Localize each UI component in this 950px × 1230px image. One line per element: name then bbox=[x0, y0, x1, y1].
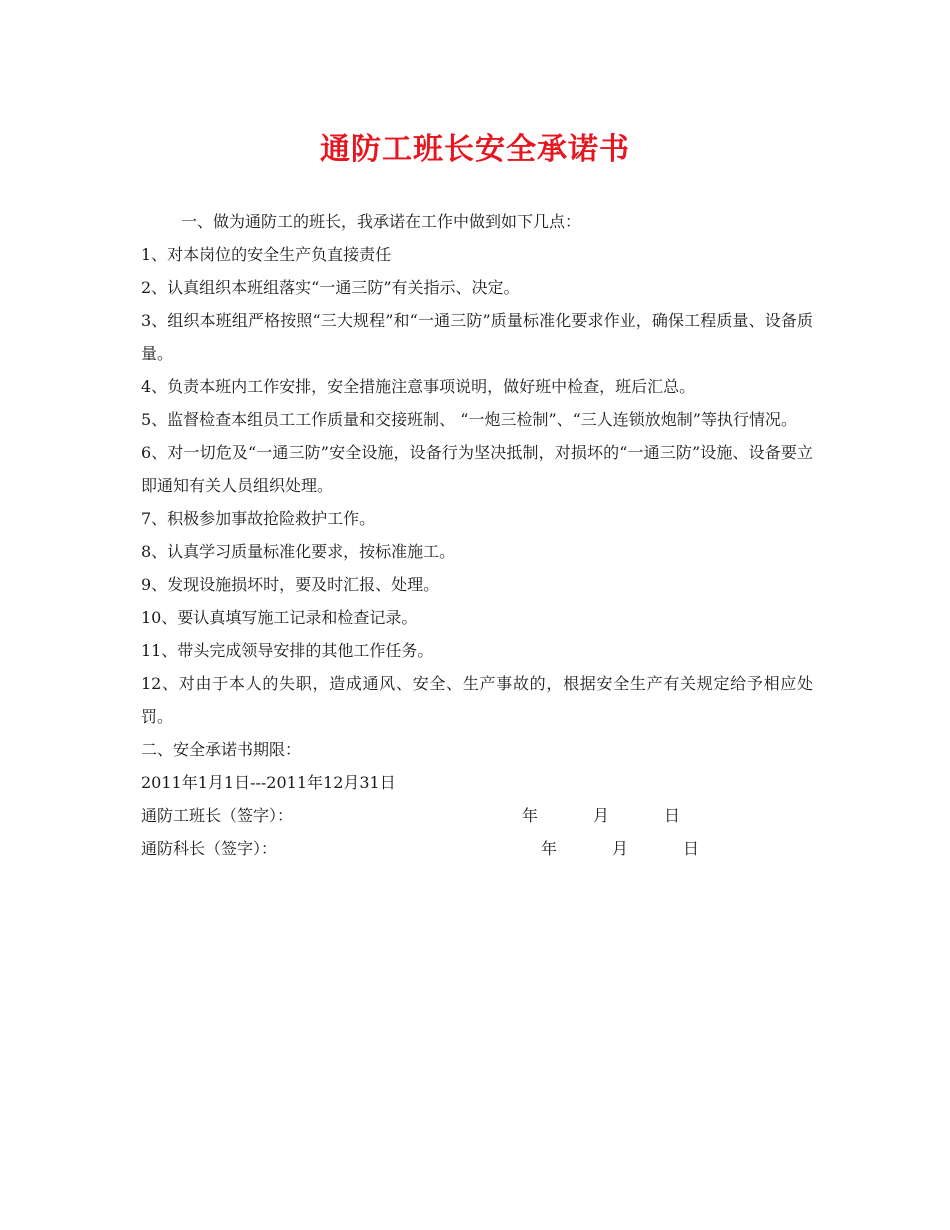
list-item-8: 8、认真学习质量标准化要求，按标准施工。 bbox=[141, 542, 456, 561]
document-body bbox=[141, 205, 813, 865]
signature-row-section-chief bbox=[141, 832, 813, 865]
list-item-6: 6、对一切危及“一通三防”安全设施，设备行为坚决抵制，对损坏的“一通三防”设施、设备要立即通知有关人员组织处理。 bbox=[141, 443, 813, 495]
signature-label-team-leader: 通防工班长（签字）： bbox=[141, 806, 294, 825]
list-item-4: 4、负责本班内工作安排，安全措施注意事项说明，做好班中检查，班后汇总。 bbox=[141, 377, 696, 396]
period-value: 2011年1月1日---2011年12月31日 bbox=[141, 773, 396, 792]
list-item-2: 2、认真组织本班组落实“一通三防”有关指示、决定。 bbox=[141, 278, 520, 297]
date-year-label: 年 bbox=[541, 839, 558, 858]
signature-date-section-chief bbox=[541, 832, 699, 865]
list-item-1: 1、对本岗位的安全生产负直接责任 bbox=[141, 245, 392, 264]
date-month-label: 月 bbox=[593, 806, 610, 825]
date-day-label: 日 bbox=[683, 839, 700, 858]
date-day-label: 日 bbox=[664, 806, 681, 825]
list-item-5: 5、监督检查本组员工工作质量和交接班制、 “一炮三检制”、“三人连锁放炮制”等执行情况。 bbox=[141, 410, 797, 429]
list-item-9: 9、发现设施损坏时，要及时汇报、处理。 bbox=[141, 575, 440, 594]
date-month-label: 月 bbox=[612, 839, 629, 858]
period-heading: 二、安全承诺书期限： bbox=[141, 740, 302, 759]
document-title: 通防工班长安全承诺书 bbox=[320, 132, 630, 167]
list-item-10: 10、要认真填写施工记录和检查记录。 bbox=[141, 608, 418, 627]
list-item-3: 3、组织本班组严格按照“三大规程”和“一通三防”质量标准化要求作业，确保工程质量、设备质量。 bbox=[141, 311, 813, 363]
signature-label-section-chief: 通防科长（签字）： bbox=[141, 839, 278, 858]
list-item-11: 11、带头完成领导安排的其他工作任务。 bbox=[141, 641, 434, 660]
intro-line: 一、做为通防工的班长，我承诺在工作中做到如下几点： bbox=[181, 212, 582, 231]
list-item-12: 12、对由于本人的失职，造成通风、安全、生产事故的，根据安全生产有关规定给予相应处罚。 bbox=[141, 674, 813, 726]
signature-row-team-leader bbox=[141, 799, 813, 832]
signature-date-team-leader bbox=[522, 799, 680, 832]
date-year-label: 年 bbox=[522, 806, 539, 825]
list-item-7: 7、积极参加事故抢险救护工作。 bbox=[141, 509, 376, 528]
